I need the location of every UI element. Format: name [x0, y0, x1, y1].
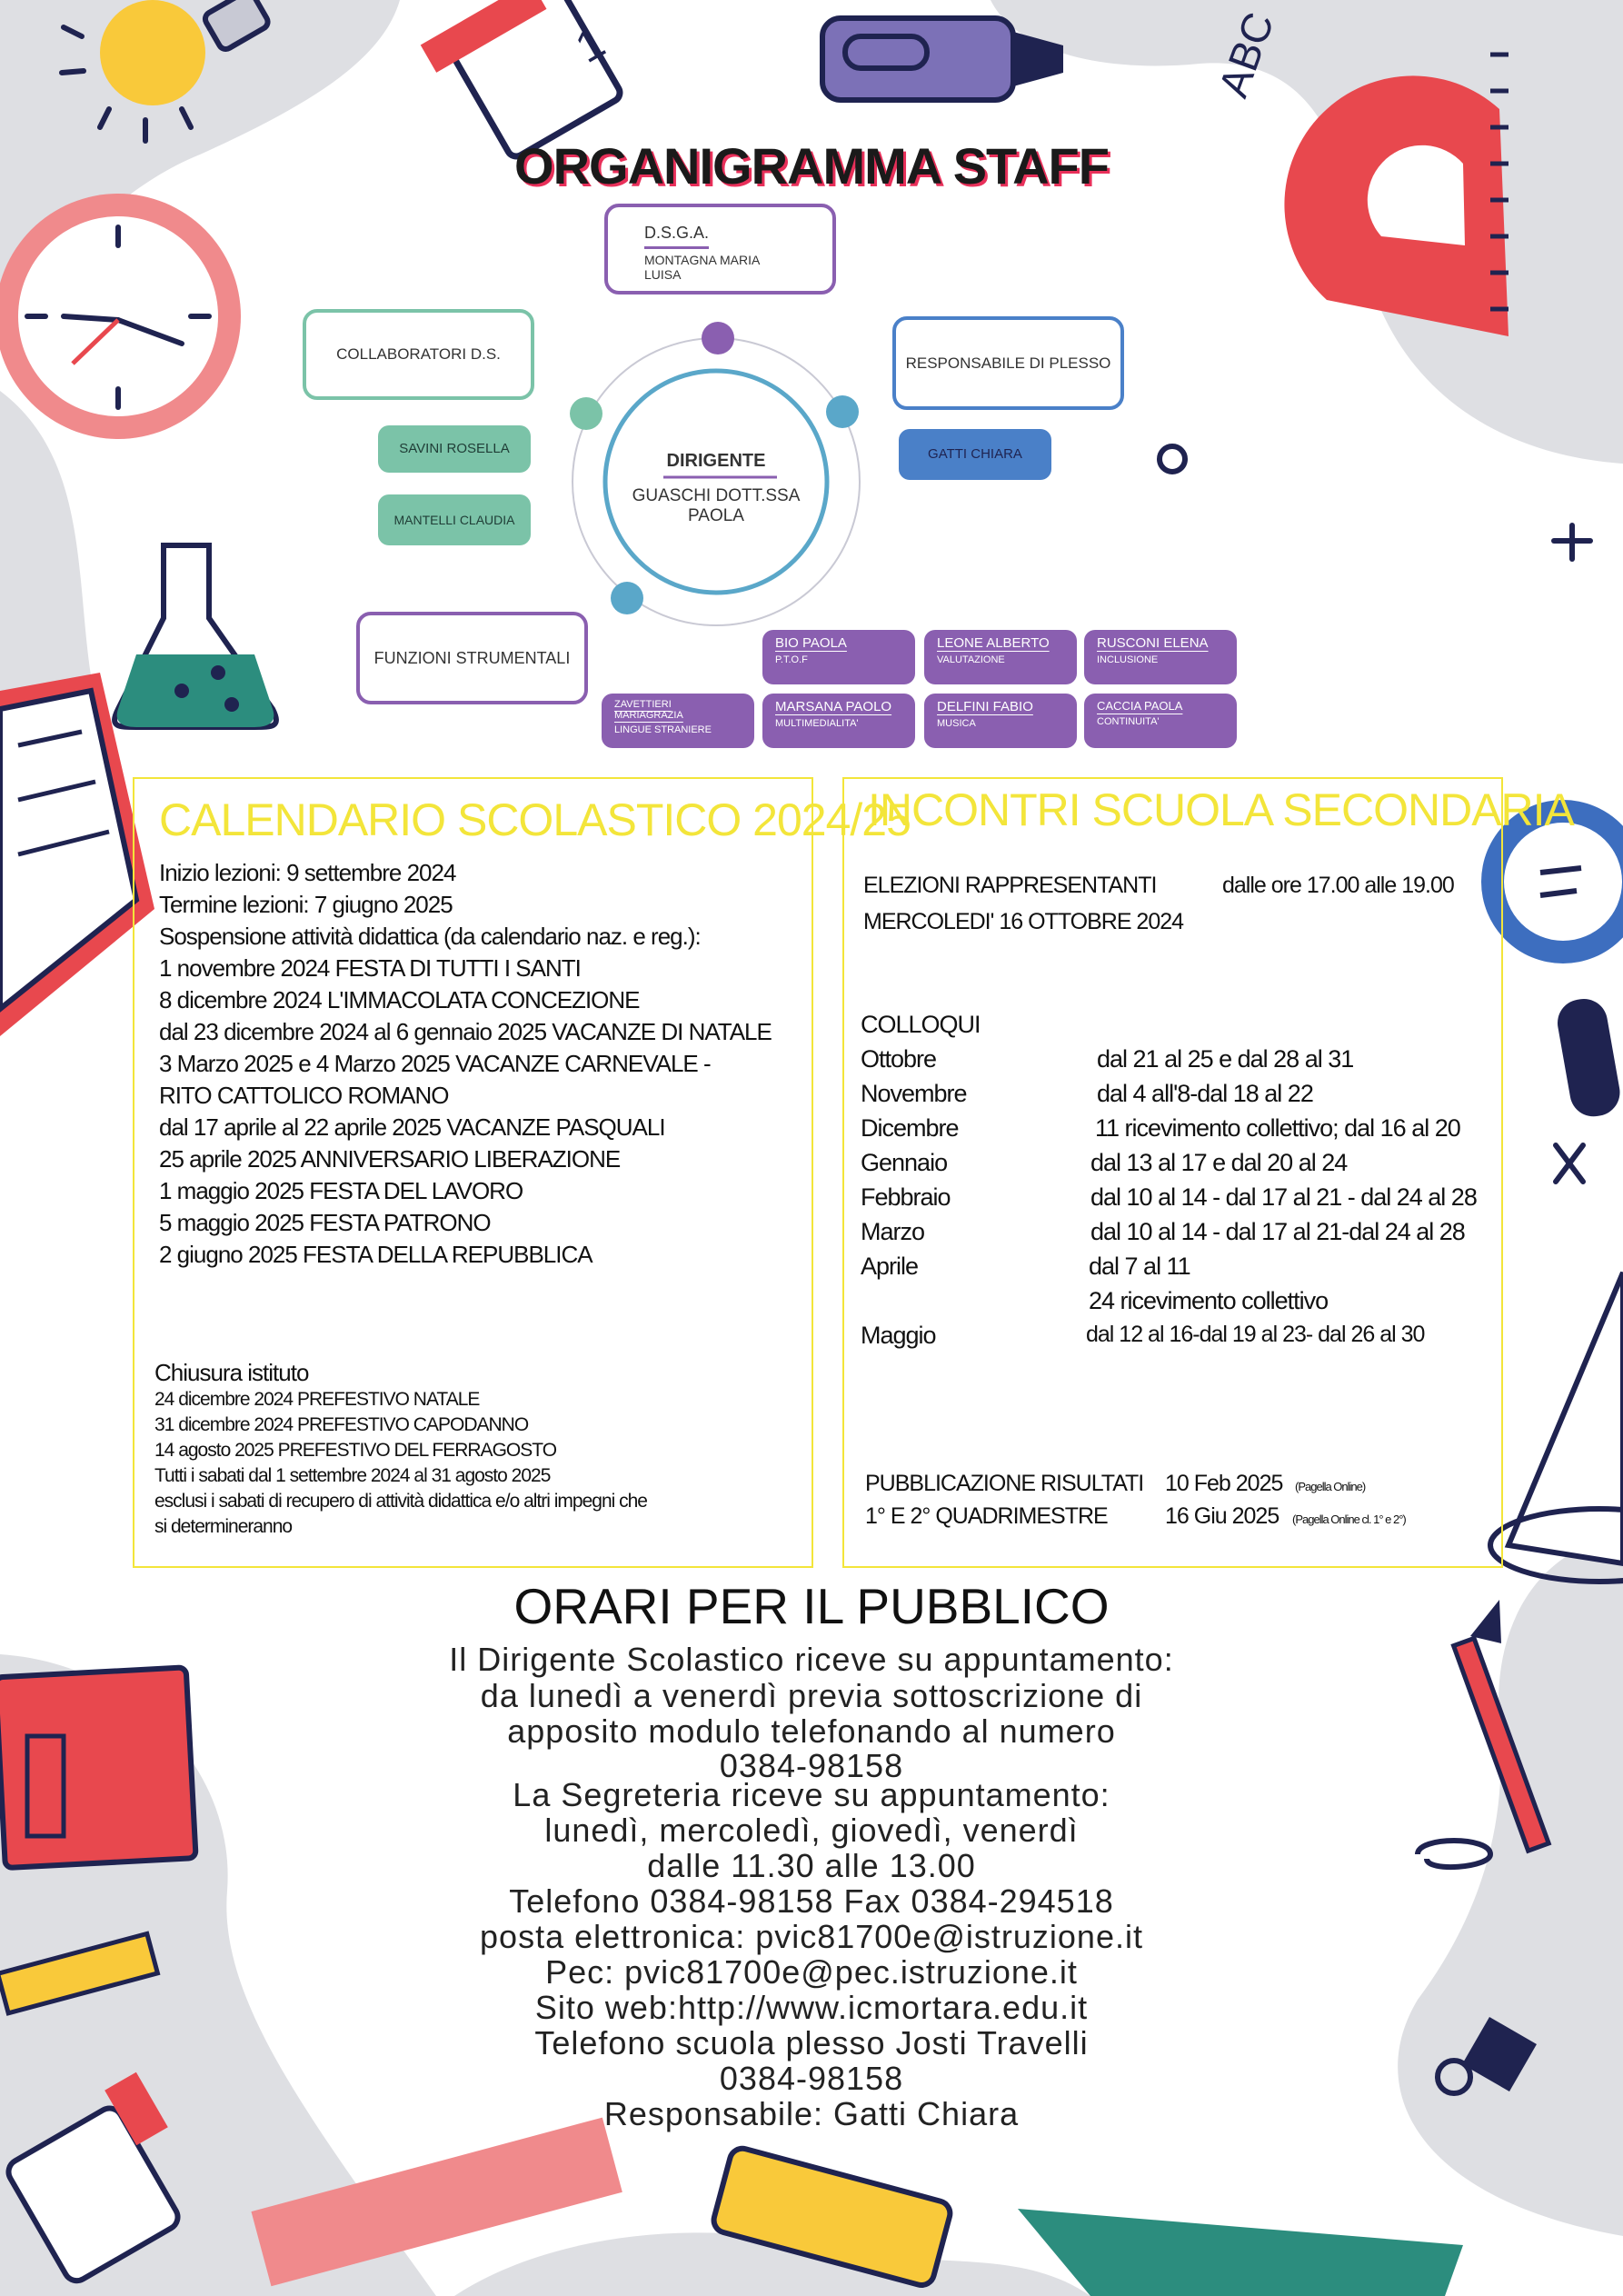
colloqui-dates: dal 21 al 25 e dal 28 al 31 [1097, 1045, 1354, 1073]
circle-symbol [1160, 446, 1185, 472]
fs-zavettieri [602, 694, 754, 748]
cal-line: RITO CATTOLICO ROMANO [159, 1082, 449, 1109]
calendar-number: 1 [568, 18, 613, 73]
orari-line: da lunedì a venerdì previa sottoscrizione di [480, 1677, 1143, 1714]
chiusura-line: 31 dicembre 2024 PREFESTIVO CAPODANNO [154, 1414, 529, 1435]
fs-name: LEONE ALBERTO [937, 635, 1050, 651]
colloqui-dates: 11 ricevimento collettivo; dal 16 al 20 [1095, 1114, 1460, 1142]
incontri-title: INCONTRI SCUOLA SECONDARIA [868, 784, 1574, 835]
chiusura-line: 14 agosto 2025 PREFESTIVO DEL FERRAGOSTO [154, 1440, 557, 1461]
pubblicazione-label: PUBBLICAZIONE RISULTATI [865, 1471, 1144, 1496]
responsabile-box: RESPONSABILE DI PLESSO [892, 316, 1124, 410]
org-ring [545, 309, 909, 654]
cone-icon [1490, 1273, 1623, 1582]
fs-bio [762, 630, 915, 684]
collaboratori-box: COLLABORATORI D.S. [303, 309, 534, 400]
quadrimestre-label: 1° E 2° QUADRIMESTRE [865, 1503, 1108, 1529]
colloqui-month: Febbraio [861, 1183, 951, 1211]
orari-line: Sito web:http://www.icmortara.edu.it [534, 1989, 1089, 2026]
pubblicazione-note2: (Pagella Online cl. 1° e 2°) [1292, 1512, 1406, 1526]
dsga-label: D.S.G.A. [644, 224, 709, 249]
colloqui-dates: dal 12 al 16-dal 19 al 23- dal 26 al 30 [1086, 1322, 1425, 1347]
colloqui-month: Marzo [861, 1218, 925, 1245]
colloqui-title: COLLOQUI [861, 1011, 981, 1038]
pubblicazione-date1: 10 Feb 2025 [1165, 1471, 1283, 1496]
fs-marsana [762, 694, 915, 748]
fs-name: MARSANA PAOLO [775, 699, 892, 714]
dsga-box [604, 204, 836, 294]
colloqui-month: Ottobre [861, 1045, 937, 1073]
elezioni-label: ELEZIONI RAPPRESENTANTI [863, 873, 1157, 898]
orari-title: ORARI PER IL PUBBLICO [513, 1578, 1110, 1634]
colloqui-month: Gennaio [861, 1149, 948, 1176]
cal-line: 2 giugno 2025 FESTA DELLA REPUBBLICA [159, 1241, 592, 1268]
chiusura-title: Chiusura istituto [154, 1359, 309, 1386]
cal-line: Sospensione attività didattica (da calendario naz. e reg.): [159, 923, 701, 950]
colloqui-dates: dal 4 all'8-dal 18 al 22 [1097, 1080, 1313, 1107]
colloqui-dates: dal 13 al 17 e dal 20 al 24 [1090, 1149, 1348, 1176]
cal-line: dal 23 dicembre 2024 al 6 gennaio 2025 VACANZE DI NATALE [159, 1018, 772, 1045]
fs-role: P.T.O.F [775, 654, 808, 665]
fs-role: MUSICA [937, 718, 976, 729]
pubblicazione-note1: (Pagella Online) [1295, 1480, 1366, 1493]
flask-icon [115, 545, 276, 727]
cal-line: 1 maggio 2025 FESTA DEL LAVORO [159, 1177, 523, 1204]
colloqui-month: Dicembre [861, 1114, 959, 1142]
fs-role: INCLUSIONE [1097, 654, 1159, 665]
calendario-title: CALENDARIO SCOLASTICO 2024/25 [159, 794, 911, 845]
orari-line: apposito modulo telefonando al numero [507, 1712, 1116, 1750]
colloqui-dates: 24 ricevimento collettivo [1089, 1287, 1329, 1314]
cal-line: 5 maggio 2025 FESTA PATRONO [159, 1209, 491, 1236]
orari-line: Pec: pvic81700e@pec.istruzione.it [545, 1953, 1078, 1991]
orari-line: 0384-98158 [719, 1747, 904, 1784]
orari-line: lunedì, mercoledì, giovedì, venerdì [544, 1812, 1079, 1849]
fs-name: RUSCONI ELENA [1097, 635, 1209, 651]
cal-line: 3 Marzo 2025 e 4 Marzo 2025 VACANZE CARNEVALE - [159, 1050, 711, 1077]
chiusura-line: esclusi i sabati di recupero di attività didattica e/o altri impegni che [154, 1491, 647, 1512]
fs-caccia [1084, 694, 1237, 748]
fs-rusconi [1084, 630, 1237, 684]
fs-delfini [924, 694, 1077, 748]
page-title: ORGANIGRAMMA STAFF [514, 137, 1109, 195]
fs-name: BIO PAOLA [775, 635, 847, 651]
fs-name: CACCIA PAOLA [1097, 699, 1183, 713]
pubblicazione-date2: 16 Giu 2025 [1165, 1503, 1279, 1529]
collab-savini: SAVINI ROSELLA [378, 425, 531, 473]
cal-line: 8 dicembre 2024 L'IMMACOLATA CONCEZIONE [159, 986, 640, 1013]
orari-line: posta elettronica: pvic81700e@istruzione.it [480, 1918, 1143, 1955]
orari-line: Telefono 0384-98158 Fax 0384-294518 [509, 1882, 1114, 1920]
colloqui-month: Aprile [861, 1253, 919, 1280]
abc-text: ABC [1209, 5, 1283, 104]
cal-line: 1 novembre 2024 FESTA DI TUTTI I SANTI [159, 954, 581, 982]
colloqui-dates: dal 7 al 11 [1089, 1253, 1190, 1280]
colloqui-dates: dal 10 al 14 - dal 17 al 21 - dal 24 al 28 [1090, 1183, 1477, 1211]
fs-role: LINGUE STRANIERE [614, 724, 712, 735]
funzioni-box: FUNZIONI STRUMENTALI [356, 612, 588, 704]
fs-name: DELFINI FABIO [937, 699, 1033, 714]
orari-line: Responsabile: Gatti Chiara [603, 2095, 1020, 2132]
orari-line: 0384-98158 [719, 2060, 904, 2097]
clock-icon [0, 194, 241, 439]
fs-name: ZAVETTIERI MARIAGRAZIA [614, 699, 683, 721]
cal-line: Termine lezioni: 7 giugno 2025 [159, 891, 453, 918]
cal-line: Inizio lezioni: 9 settembre 2024 [159, 859, 456, 886]
teal-ruler-icon [1018, 2209, 1463, 2296]
orari-line: La Segreteria riceve su appuntamento: [513, 1776, 1110, 1813]
cal-line: dal 17 aprile al 22 aprile 2025 VACANZE PASQUALI [159, 1113, 665, 1141]
plus-symbol [1554, 525, 1590, 559]
colloqui-month: Maggio [861, 1322, 936, 1349]
elezioni-date: MERCOLEDI' 16 OTTOBRE 2024 [863, 909, 1184, 934]
fs-leone [924, 630, 1077, 684]
elezioni-time: dalle ore 17.00 alle 19.00 [1222, 873, 1454, 898]
dirigente-label: DIRIGENTE [666, 451, 766, 471]
orari-line: Telefono scuola plesso Josti Travelli [534, 2024, 1089, 2061]
chiusura-line: Tutti i sabati dal 1 settembre 2024 al 31 agosto 2025 [154, 1465, 551, 1486]
dirigente-name: GUASCHI DOTT.SSA PAOLA [632, 486, 801, 525]
colloqui-month: Novembre [861, 1080, 967, 1107]
resp-gatti: GATTI CHIARA [899, 429, 1051, 480]
fs-role: CONTINUITA' [1097, 716, 1160, 727]
colloqui-dates: dal 10 al 14 - dal 17 al 21-dal 24 al 28 [1090, 1218, 1465, 1245]
dsga-name: MONTAGNA MARIA LUISA [644, 253, 760, 282]
chiusura-line: si determineranno [154, 1516, 293, 1537]
collab-mantelli: MANTELLI CLAUDIA [378, 494, 531, 545]
orari-line: Il Dirigente Scolastico riceve su appuntamento: [449, 1641, 1174, 1678]
fs-role: MULTIMEDIALITA' [775, 718, 859, 729]
fs-role: VALUTAZIONE [937, 654, 1005, 665]
cal-line: 25 aprile 2025 ANNIVERSARIO LIBERAZIONE [159, 1145, 621, 1173]
cross-symbol [1556, 1145, 1583, 1182]
chiusura-line: 24 dicembre 2024 PREFESTIVO NATALE [154, 1389, 480, 1410]
orari-line: dalle 11.30 alle 13.00 [647, 1847, 976, 1884]
